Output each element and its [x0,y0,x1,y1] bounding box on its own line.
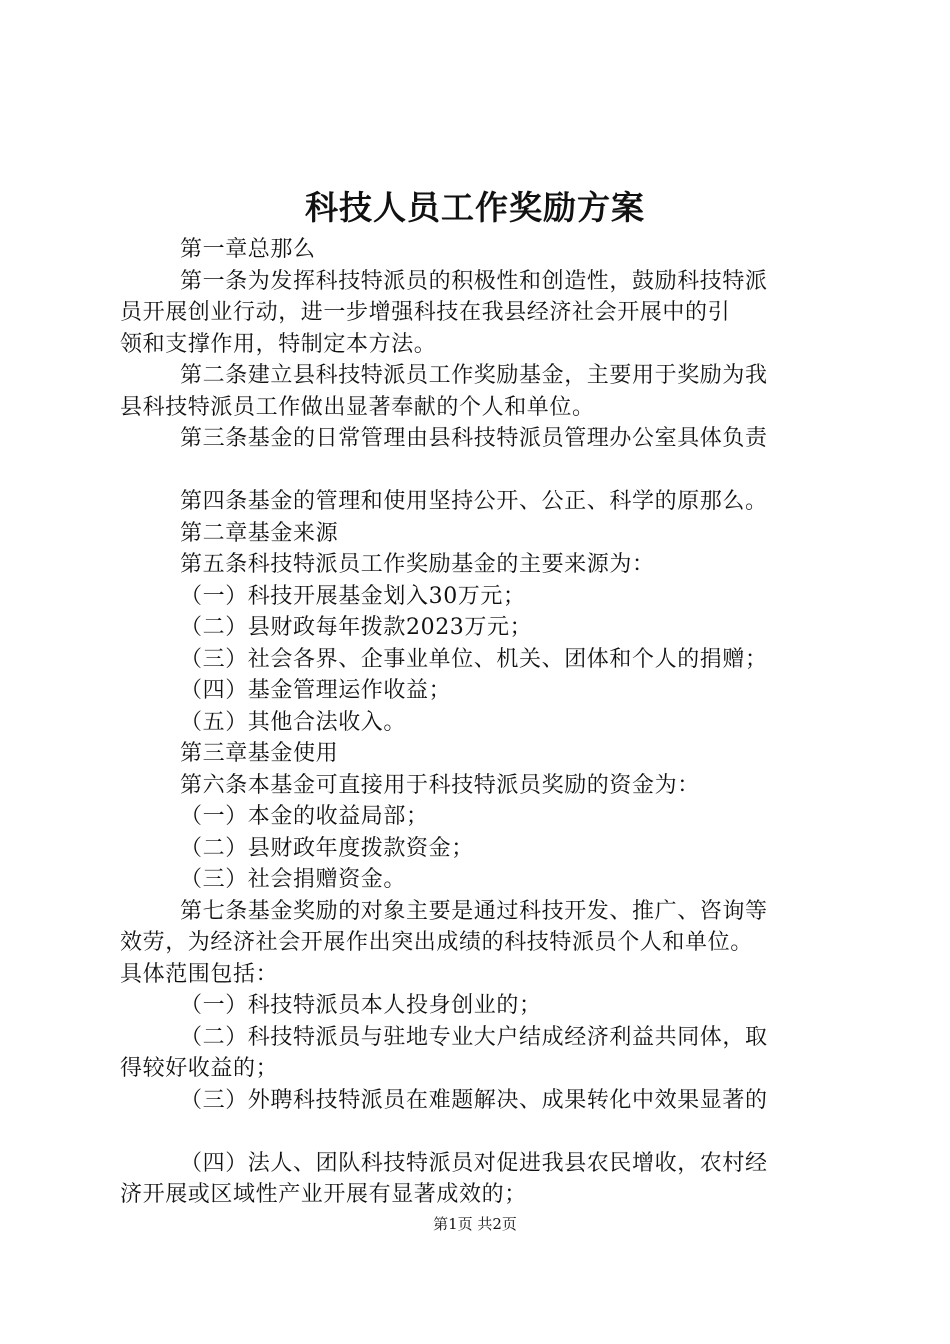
list-item: （五）其他合法收入。 [180,709,407,735]
blank-line [120,455,840,487]
list-item: （一）科技开展基金划入30万元； [180,583,526,609]
paragraph-line: 第七条基金奖励的对象主要是通过科技开发、推广、咨询等 [180,898,768,924]
paragraph-line: 领和支撑作用，特制定本方法。 [120,331,437,357]
blank-line [120,1116,840,1148]
list-item: （四）基金管理运作收益； [180,678,452,703]
list-item: （二）县财政年度拨款资金； [180,835,474,861]
paragraph-line: 效劳，为经济社会开展作出突出成绩的科技特派员个人和单位。 [120,930,753,955]
list-item: （二）科技特派员与驻地专业大户结成经济利益共同体，取 [180,1024,768,1050]
chapter-heading: 第三章基金使用 [180,741,339,766]
paragraph-line: 员开展创业行动，进一步增强科技在我县经济社会开展中的引 [120,300,731,325]
document-title: 科技人员工作奖励方案 [305,188,645,227]
paragraph-line: 第四条基金的管理和使用坚持公开、公正、科学的原那么。 [180,489,768,514]
page-footer: 第1页 共2页 [433,1215,517,1233]
paragraph-line: 第二条建立县科技特派员工作奖励基金，主要用于奖励为我 [180,363,768,388]
list-item: （三）社会各界、企事业单位、机关、团体和个人的捐赠； [180,646,768,672]
list-item: （二）县财政每年拨款2023万元； [180,615,533,640]
paragraph-line: 第五条科技特派员工作奖励基金的主要来源为： [180,552,655,577]
paragraph-line: 具体范围包括： [120,961,279,987]
list-item: （一）本金的收益局部； [180,804,429,829]
chapter-heading: 第二章基金来源 [180,520,339,546]
paragraph-line: 第三条基金的日常管理由县科技特派员管理办公室具体负责 [180,426,768,451]
paragraph-line: 济开展或区域性产业开展有显著成效的； [120,1182,527,1207]
document-body [120,234,840,1211]
chapter-heading: 第一章总那么 [180,237,316,262]
paragraph-line: 得较好收益的； [120,1056,279,1081]
paragraph-line: 第六条本基金可直接用于科技特派员奖励的资金为： [180,772,700,798]
paragraph-line: 县科技特派员工作做出显著奉献的个人和单位。 [120,394,595,420]
list-item: （三）社会捐赠资金。 [180,867,407,892]
paragraph-line: 第一条为发挥科技特派员的积极性和创造性，鼓励科技特派 [180,268,768,294]
list-item: （四）法人、团队科技特派员对促进我县农民增收，农村经 [180,1150,768,1176]
list-item: （三）外聘科技特派员在难题解决、成果转化中效果显著的 [180,1087,768,1113]
list-item: （一）科技特派员本人投身创业的； [180,993,542,1018]
